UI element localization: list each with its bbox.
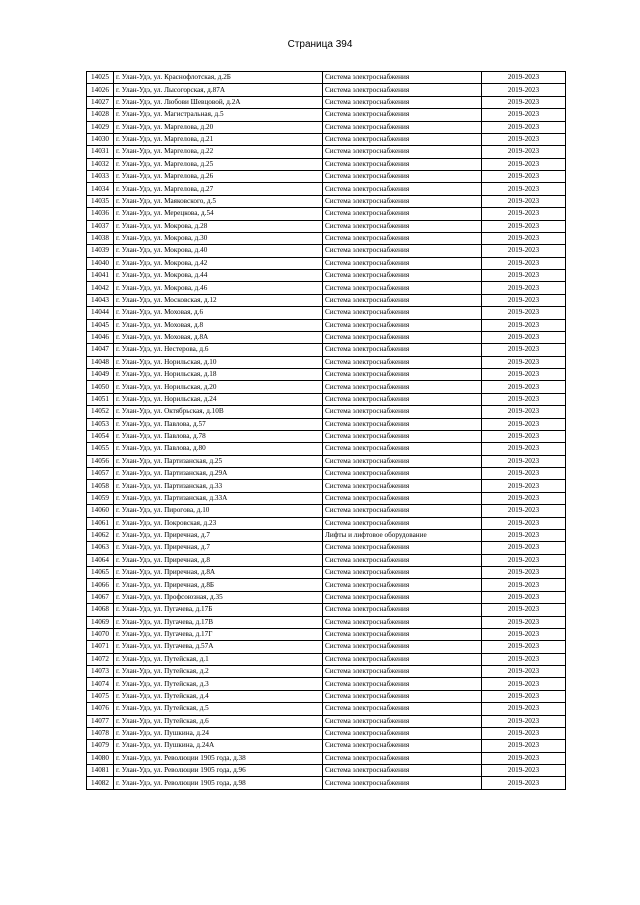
address-cell: г. Улан-Удэ, ул. Приречная, д.7 bbox=[114, 542, 323, 554]
address-cell: г. Улан-Удэ, ул. Профсоюзная, д.35 bbox=[114, 591, 323, 603]
address-cell: г. Улан-Удэ, ул. Московская, д.12 bbox=[114, 294, 323, 306]
system-cell: Система электроснабжения bbox=[323, 703, 482, 715]
system-cell: Лифты и лифтовое оборудование bbox=[323, 529, 482, 541]
system-cell: Система электроснабжения bbox=[323, 381, 482, 393]
address-cell: г. Улан-Удэ, ул. Маргелова, д.27 bbox=[114, 183, 323, 195]
system-cell: Система электроснабжения bbox=[323, 567, 482, 579]
row-number: 14036 bbox=[87, 208, 114, 220]
address-cell: г. Улан-Удэ, ул. Путейская, д.6 bbox=[114, 715, 323, 727]
address-cell: г. Улан-Удэ, ул. Мерецкова, д.54 bbox=[114, 208, 323, 220]
period-cell: 2019-2023 bbox=[482, 715, 566, 727]
address-cell: г. Улан-Удэ, ул. Маргелова, д.26 bbox=[114, 171, 323, 183]
table-row bbox=[87, 727, 566, 739]
row-number: 14047 bbox=[87, 344, 114, 356]
address-cell: г. Улан-Удэ, ул. Любови Шевцовой, д.2А bbox=[114, 96, 323, 108]
system-cell: Система электроснабжения bbox=[323, 653, 482, 665]
table-row bbox=[87, 96, 566, 108]
row-number: 14067 bbox=[87, 591, 114, 603]
row-number: 14043 bbox=[87, 294, 114, 306]
row-number: 14074 bbox=[87, 678, 114, 690]
system-cell: Система электроснабжения bbox=[323, 393, 482, 405]
table-row bbox=[87, 171, 566, 183]
system-cell: Система электроснабжения bbox=[323, 542, 482, 554]
period-cell: 2019-2023 bbox=[482, 356, 566, 368]
period-cell: 2019-2023 bbox=[482, 220, 566, 232]
table-row bbox=[87, 282, 566, 294]
table-row bbox=[87, 765, 566, 777]
address-cell: г. Улан-Удэ, ул. Норильская, д.10 bbox=[114, 356, 323, 368]
row-number: 14058 bbox=[87, 480, 114, 492]
address-cell: г. Улан-Удэ, ул. Мокрова, д.46 bbox=[114, 282, 323, 294]
system-cell: Система электроснабжения bbox=[323, 678, 482, 690]
address-cell: г. Улан-Удэ, ул. Норильская, д.20 bbox=[114, 381, 323, 393]
period-cell: 2019-2023 bbox=[482, 765, 566, 777]
row-number: 14052 bbox=[87, 406, 114, 418]
table-row bbox=[87, 628, 566, 640]
row-number: 14026 bbox=[87, 84, 114, 96]
system-cell: Система электроснабжения bbox=[323, 727, 482, 739]
row-number: 14029 bbox=[87, 121, 114, 133]
system-cell: Система электроснабжения bbox=[323, 628, 482, 640]
period-cell: 2019-2023 bbox=[482, 282, 566, 294]
table-row bbox=[87, 158, 566, 170]
row-number: 14041 bbox=[87, 270, 114, 282]
period-cell: 2019-2023 bbox=[482, 480, 566, 492]
address-cell: г. Улан-Удэ, ул. Пугачева, д.57А bbox=[114, 641, 323, 653]
system-cell: Система электроснабжения bbox=[323, 72, 482, 84]
table-row bbox=[87, 715, 566, 727]
address-cell: г. Улан-Удэ, ул. Маяковского, д.5 bbox=[114, 195, 323, 207]
table-row bbox=[87, 220, 566, 232]
address-cell: г. Улан-Удэ, ул. Павлова, д.78 bbox=[114, 430, 323, 442]
address-cell: г. Улан-Удэ, ул. Приречная, д.8А bbox=[114, 567, 323, 579]
system-cell: Система электроснабжения bbox=[323, 282, 482, 294]
table-row bbox=[87, 505, 566, 517]
table-row bbox=[87, 84, 566, 96]
system-cell: Система электроснабжения bbox=[323, 505, 482, 517]
table-row bbox=[87, 777, 566, 789]
table-row bbox=[87, 455, 566, 467]
table-row bbox=[87, 542, 566, 554]
table-row bbox=[87, 517, 566, 529]
system-cell: Система электроснабжения bbox=[323, 641, 482, 653]
row-number: 14060 bbox=[87, 505, 114, 517]
row-number: 14072 bbox=[87, 653, 114, 665]
system-cell: Система электроснабжения bbox=[323, 777, 482, 789]
period-cell: 2019-2023 bbox=[482, 171, 566, 183]
page-number-header: Страница 394 bbox=[287, 39, 353, 50]
system-cell: Система электроснабжения bbox=[323, 690, 482, 702]
system-cell: Система электроснабжения bbox=[323, 455, 482, 467]
address-cell: г. Улан-Удэ, ул. Путейская, д.3 bbox=[114, 678, 323, 690]
row-number: 14044 bbox=[87, 307, 114, 319]
row-number: 14035 bbox=[87, 195, 114, 207]
row-number: 14049 bbox=[87, 369, 114, 381]
period-cell: 2019-2023 bbox=[482, 443, 566, 455]
period-cell: 2019-2023 bbox=[482, 270, 566, 282]
system-cell: Система электроснабжения bbox=[323, 406, 482, 418]
system-cell: Система электроснабжения bbox=[323, 492, 482, 504]
address-cell: г. Улан-Удэ, ул. Маргелова, д.21 bbox=[114, 133, 323, 145]
system-cell: Система электроснабжения bbox=[323, 418, 482, 430]
address-cell: г. Улан-Удэ, ул. Маргелова, д.20 bbox=[114, 121, 323, 133]
row-number: 14079 bbox=[87, 740, 114, 752]
row-number: 14063 bbox=[87, 542, 114, 554]
system-cell: Система электроснабжения bbox=[323, 319, 482, 331]
table-row bbox=[87, 356, 566, 368]
row-number: 14032 bbox=[87, 158, 114, 170]
address-cell: г. Улан-Удэ, ул. Партизанская, д.33А bbox=[114, 492, 323, 504]
system-cell: Система электроснабжения bbox=[323, 232, 482, 244]
row-number: 14051 bbox=[87, 393, 114, 405]
address-cell: г. Улан-Удэ, ул. Приречная, д.8Б bbox=[114, 579, 323, 591]
period-cell: 2019-2023 bbox=[482, 703, 566, 715]
row-number: 14071 bbox=[87, 641, 114, 653]
period-cell: 2019-2023 bbox=[482, 96, 566, 108]
table-row bbox=[87, 294, 566, 306]
address-cell: г. Улан-Удэ, ул. Мокрова, д.30 bbox=[114, 232, 323, 244]
address-cell: г. Улан-Удэ, ул. Октябрьская, д.10В bbox=[114, 406, 323, 418]
system-cell: Система электроснабжения bbox=[323, 430, 482, 442]
address-cell: г. Улан-Удэ, ул. Пушкина, д.24 bbox=[114, 727, 323, 739]
row-number: 14064 bbox=[87, 554, 114, 566]
system-cell: Система электроснабжения bbox=[323, 579, 482, 591]
row-number: 14068 bbox=[87, 604, 114, 616]
table-row bbox=[87, 331, 566, 343]
system-cell: Система электроснабжения bbox=[323, 666, 482, 678]
system-cell: Система электроснабжения bbox=[323, 715, 482, 727]
period-cell: 2019-2023 bbox=[482, 653, 566, 665]
system-cell: Система электроснабжения bbox=[323, 96, 482, 108]
address-cell: г. Улан-Удэ, ул. Мокрова, д.28 bbox=[114, 220, 323, 232]
period-cell: 2019-2023 bbox=[482, 641, 566, 653]
row-number: 14056 bbox=[87, 455, 114, 467]
system-cell: Система электроснабжения bbox=[323, 331, 482, 343]
system-cell: Система электроснабжения bbox=[323, 765, 482, 777]
address-cell: г. Улан-Удэ, ул. Пугачева, д.17Г bbox=[114, 628, 323, 640]
address-cell: г. Улан-Удэ, ул. Пирогова, д.10 bbox=[114, 505, 323, 517]
address-cell: г. Улан-Удэ, ул. Норильская, д.24 bbox=[114, 393, 323, 405]
row-number: 14025 bbox=[87, 72, 114, 84]
address-cell: г. Улан-Удэ, ул. Партизанская, д.29А bbox=[114, 468, 323, 480]
period-cell: 2019-2023 bbox=[482, 146, 566, 158]
row-number: 14054 bbox=[87, 430, 114, 442]
period-cell: 2019-2023 bbox=[482, 344, 566, 356]
period-cell: 2019-2023 bbox=[482, 740, 566, 752]
address-cell: г. Улан-Удэ, ул. Покровская, д.23 bbox=[114, 517, 323, 529]
table-row bbox=[87, 208, 566, 220]
row-number: 14046 bbox=[87, 331, 114, 343]
address-cell: г. Улан-Удэ, ул. Маргелова, д.25 bbox=[114, 158, 323, 170]
period-cell: 2019-2023 bbox=[482, 72, 566, 84]
period-cell: 2019-2023 bbox=[482, 554, 566, 566]
system-cell: Система электроснабжения bbox=[323, 480, 482, 492]
period-cell: 2019-2023 bbox=[482, 517, 566, 529]
system-cell: Система электроснабжения bbox=[323, 84, 482, 96]
table-row bbox=[87, 567, 566, 579]
address-cell: г. Улан-Удэ, ул. Революции 1905 года, д.98 bbox=[114, 777, 323, 789]
system-cell: Система электроснабжения bbox=[323, 517, 482, 529]
system-cell: Система электроснабжения bbox=[323, 616, 482, 628]
table-row bbox=[87, 579, 566, 591]
table-row bbox=[87, 492, 566, 504]
table-row bbox=[87, 406, 566, 418]
address-cell: г. Улан-Удэ, ул. Маргелова, д.22 bbox=[114, 146, 323, 158]
row-number: 14070 bbox=[87, 628, 114, 640]
system-cell: Система электроснабжения bbox=[323, 740, 482, 752]
table-row bbox=[87, 344, 566, 356]
table-row bbox=[87, 752, 566, 764]
period-cell: 2019-2023 bbox=[482, 393, 566, 405]
system-cell: Система электроснабжения bbox=[323, 109, 482, 121]
row-number: 14042 bbox=[87, 282, 114, 294]
system-cell: Система электроснабжения bbox=[323, 195, 482, 207]
address-cell: г. Улан-Удэ, ул. Краснофлотская, д.2Б bbox=[114, 72, 323, 84]
table-row bbox=[87, 480, 566, 492]
period-cell: 2019-2023 bbox=[482, 678, 566, 690]
period-cell: 2019-2023 bbox=[482, 690, 566, 702]
row-number: 14045 bbox=[87, 319, 114, 331]
row-number: 14040 bbox=[87, 257, 114, 269]
system-cell: Система электроснабжения bbox=[323, 245, 482, 257]
row-number: 14062 bbox=[87, 529, 114, 541]
system-cell: Система электроснабжения bbox=[323, 752, 482, 764]
row-number: 14065 bbox=[87, 567, 114, 579]
row-number: 14034 bbox=[87, 183, 114, 195]
table-row bbox=[87, 740, 566, 752]
row-number: 14073 bbox=[87, 666, 114, 678]
row-number: 14066 bbox=[87, 579, 114, 591]
table-row bbox=[87, 418, 566, 430]
table-row bbox=[87, 604, 566, 616]
period-cell: 2019-2023 bbox=[482, 616, 566, 628]
table-row bbox=[87, 430, 566, 442]
address-cell: г. Улан-Удэ, ул. Магистральная, д.5 bbox=[114, 109, 323, 121]
period-cell: 2019-2023 bbox=[482, 158, 566, 170]
row-number: 14053 bbox=[87, 418, 114, 430]
address-cell: г. Улан-Удэ, ул. Пугачева, д.17Б bbox=[114, 604, 323, 616]
table-row bbox=[87, 393, 566, 405]
period-cell: 2019-2023 bbox=[482, 406, 566, 418]
address-cell: г. Улан-Удэ, ул. Партизанская, д.33 bbox=[114, 480, 323, 492]
table-row bbox=[87, 195, 566, 207]
period-cell: 2019-2023 bbox=[482, 418, 566, 430]
period-cell: 2019-2023 bbox=[482, 109, 566, 121]
period-cell: 2019-2023 bbox=[482, 133, 566, 145]
system-cell: Система электроснабжения bbox=[323, 171, 482, 183]
system-cell: Система электроснабжения bbox=[323, 356, 482, 368]
system-cell: Система электроснабжения bbox=[323, 554, 482, 566]
table-row bbox=[87, 146, 566, 158]
row-number: 14039 bbox=[87, 245, 114, 257]
period-cell: 2019-2023 bbox=[482, 331, 566, 343]
table-row bbox=[87, 381, 566, 393]
system-cell: Система электроснабжения bbox=[323, 468, 482, 480]
period-cell: 2019-2023 bbox=[482, 468, 566, 480]
address-cell: г. Улан-Удэ, ул. Партизанская, д.25 bbox=[114, 455, 323, 467]
row-number: 14030 bbox=[87, 133, 114, 145]
table-row bbox=[87, 245, 566, 257]
period-cell: 2019-2023 bbox=[482, 628, 566, 640]
system-cell: Система электроснабжения bbox=[323, 443, 482, 455]
address-cell: г. Улан-Удэ, ул. Приречная, д.7 bbox=[114, 529, 323, 541]
period-cell: 2019-2023 bbox=[482, 195, 566, 207]
row-number: 14082 bbox=[87, 777, 114, 789]
table-row bbox=[87, 307, 566, 319]
row-number: 14061 bbox=[87, 517, 114, 529]
period-cell: 2019-2023 bbox=[482, 319, 566, 331]
table-row bbox=[87, 554, 566, 566]
table-row bbox=[87, 72, 566, 84]
table-row bbox=[87, 183, 566, 195]
period-cell: 2019-2023 bbox=[482, 777, 566, 789]
period-cell: 2019-2023 bbox=[482, 208, 566, 220]
system-cell: Система электроснабжения bbox=[323, 220, 482, 232]
system-cell: Система электроснабжения bbox=[323, 369, 482, 381]
table-row bbox=[87, 257, 566, 269]
address-cell: г. Улан-Удэ, ул. Путейская, д.4 bbox=[114, 690, 323, 702]
period-cell: 2019-2023 bbox=[482, 542, 566, 554]
table-body bbox=[87, 72, 566, 790]
address-cell: г. Улан-Удэ, ул. Мокрова, д.40 bbox=[114, 245, 323, 257]
row-number: 14055 bbox=[87, 443, 114, 455]
address-cell: г. Улан-Удэ, ул. Павлова, д.57 bbox=[114, 418, 323, 430]
table-row bbox=[87, 678, 566, 690]
period-cell: 2019-2023 bbox=[482, 505, 566, 517]
address-cell: г. Улан-Удэ, ул. Пугачева, д.17В bbox=[114, 616, 323, 628]
address-cell: г. Улан-Удэ, ул. Павлова, д.80 bbox=[114, 443, 323, 455]
address-cell: г. Улан-Удэ, ул. Приречная, д.8 bbox=[114, 554, 323, 566]
address-cell: г. Улан-Удэ, ул. Революции 1905 года, д.96 bbox=[114, 765, 323, 777]
row-number: 14078 bbox=[87, 727, 114, 739]
system-cell: Система электроснабжения bbox=[323, 158, 482, 170]
system-cell: Система электроснабжения bbox=[323, 604, 482, 616]
system-cell: Система электроснабжения bbox=[323, 257, 482, 269]
address-cell: г. Улан-Удэ, ул. Лысогорская, д.87А bbox=[114, 84, 323, 96]
row-number: 14031 bbox=[87, 146, 114, 158]
table-row bbox=[87, 443, 566, 455]
system-cell: Система электроснабжения bbox=[323, 121, 482, 133]
row-number: 14057 bbox=[87, 468, 114, 480]
period-cell: 2019-2023 bbox=[482, 727, 566, 739]
table-row bbox=[87, 616, 566, 628]
table-row bbox=[87, 703, 566, 715]
period-cell: 2019-2023 bbox=[482, 567, 566, 579]
address-cell: г. Улан-Удэ, ул. Пушкина, д.24А bbox=[114, 740, 323, 752]
address-cell: г. Улан-Удэ, ул. Путейская, д.1 bbox=[114, 653, 323, 665]
row-number: 14080 bbox=[87, 752, 114, 764]
table-row bbox=[87, 109, 566, 121]
system-cell: Система электроснабжения bbox=[323, 208, 482, 220]
address-cell: г. Улан-Удэ, ул. Мокрова, д.42 bbox=[114, 257, 323, 269]
row-number: 14033 bbox=[87, 171, 114, 183]
table-row bbox=[87, 653, 566, 665]
period-cell: 2019-2023 bbox=[482, 604, 566, 616]
period-cell: 2019-2023 bbox=[482, 666, 566, 678]
system-cell: Система электроснабжения bbox=[323, 591, 482, 603]
period-cell: 2019-2023 bbox=[482, 307, 566, 319]
address-cell: г. Улан-Удэ, ул. Нестерова, д.6 bbox=[114, 344, 323, 356]
table-row bbox=[87, 369, 566, 381]
period-cell: 2019-2023 bbox=[482, 529, 566, 541]
period-cell: 2019-2023 bbox=[482, 455, 566, 467]
period-cell: 2019-2023 bbox=[482, 752, 566, 764]
address-cell: г. Улан-Удэ, ул. Революции 1905 года, д.38 bbox=[114, 752, 323, 764]
period-cell: 2019-2023 bbox=[482, 579, 566, 591]
address-cell: г. Улан-Удэ, ул. Моховая, д.8 bbox=[114, 319, 323, 331]
row-number: 14059 bbox=[87, 492, 114, 504]
system-cell: Система электроснабжения bbox=[323, 183, 482, 195]
row-number: 14028 bbox=[87, 109, 114, 121]
address-cell: г. Улан-Удэ, ул. Путейская, д.2 bbox=[114, 666, 323, 678]
period-cell: 2019-2023 bbox=[482, 84, 566, 96]
system-cell: Система электроснабжения bbox=[323, 344, 482, 356]
table-row bbox=[87, 121, 566, 133]
table-row bbox=[87, 468, 566, 480]
period-cell: 2019-2023 bbox=[482, 257, 566, 269]
row-number: 14037 bbox=[87, 220, 114, 232]
period-cell: 2019-2023 bbox=[482, 369, 566, 381]
period-cell: 2019-2023 bbox=[482, 183, 566, 195]
table-row bbox=[87, 591, 566, 603]
table-row bbox=[87, 641, 566, 653]
address-cell: г. Улан-Удэ, ул. Путейская, д.5 bbox=[114, 703, 323, 715]
period-cell: 2019-2023 bbox=[482, 245, 566, 257]
period-cell: 2019-2023 bbox=[482, 430, 566, 442]
row-number: 14075 bbox=[87, 690, 114, 702]
row-number: 14081 bbox=[87, 765, 114, 777]
system-cell: Система электроснабжения bbox=[323, 294, 482, 306]
system-cell: Система электроснабжения bbox=[323, 133, 482, 145]
table-row bbox=[87, 319, 566, 331]
row-number: 14076 bbox=[87, 703, 114, 715]
period-cell: 2019-2023 bbox=[482, 591, 566, 603]
system-cell: Система электроснабжения bbox=[323, 146, 482, 158]
period-cell: 2019-2023 bbox=[482, 121, 566, 133]
system-cell: Система электроснабжения bbox=[323, 307, 482, 319]
row-number: 14069 bbox=[87, 616, 114, 628]
table-row bbox=[87, 270, 566, 282]
address-cell: г. Улан-Удэ, ул. Моховая, д.8А bbox=[114, 331, 323, 343]
row-number: 14050 bbox=[87, 381, 114, 393]
period-cell: 2019-2023 bbox=[482, 381, 566, 393]
period-cell: 2019-2023 bbox=[482, 294, 566, 306]
table-row bbox=[87, 666, 566, 678]
table-row bbox=[87, 133, 566, 145]
address-cell: г. Улан-Удэ, ул. Мокрова, д.44 bbox=[114, 270, 323, 282]
address-cell: г. Улан-Удэ, ул. Моховая, д.6 bbox=[114, 307, 323, 319]
table-row bbox=[87, 232, 566, 244]
row-number: 14027 bbox=[87, 96, 114, 108]
period-cell: 2019-2023 bbox=[482, 232, 566, 244]
table-row bbox=[87, 529, 566, 541]
works-table bbox=[86, 71, 566, 790]
address-cell: г. Улан-Удэ, ул. Норильская, д.18 bbox=[114, 369, 323, 381]
row-number: 14077 bbox=[87, 715, 114, 727]
row-number: 14038 bbox=[87, 232, 114, 244]
row-number: 14048 bbox=[87, 356, 114, 368]
period-cell: 2019-2023 bbox=[482, 492, 566, 504]
system-cell: Система электроснабжения bbox=[323, 270, 482, 282]
table-row bbox=[87, 690, 566, 702]
